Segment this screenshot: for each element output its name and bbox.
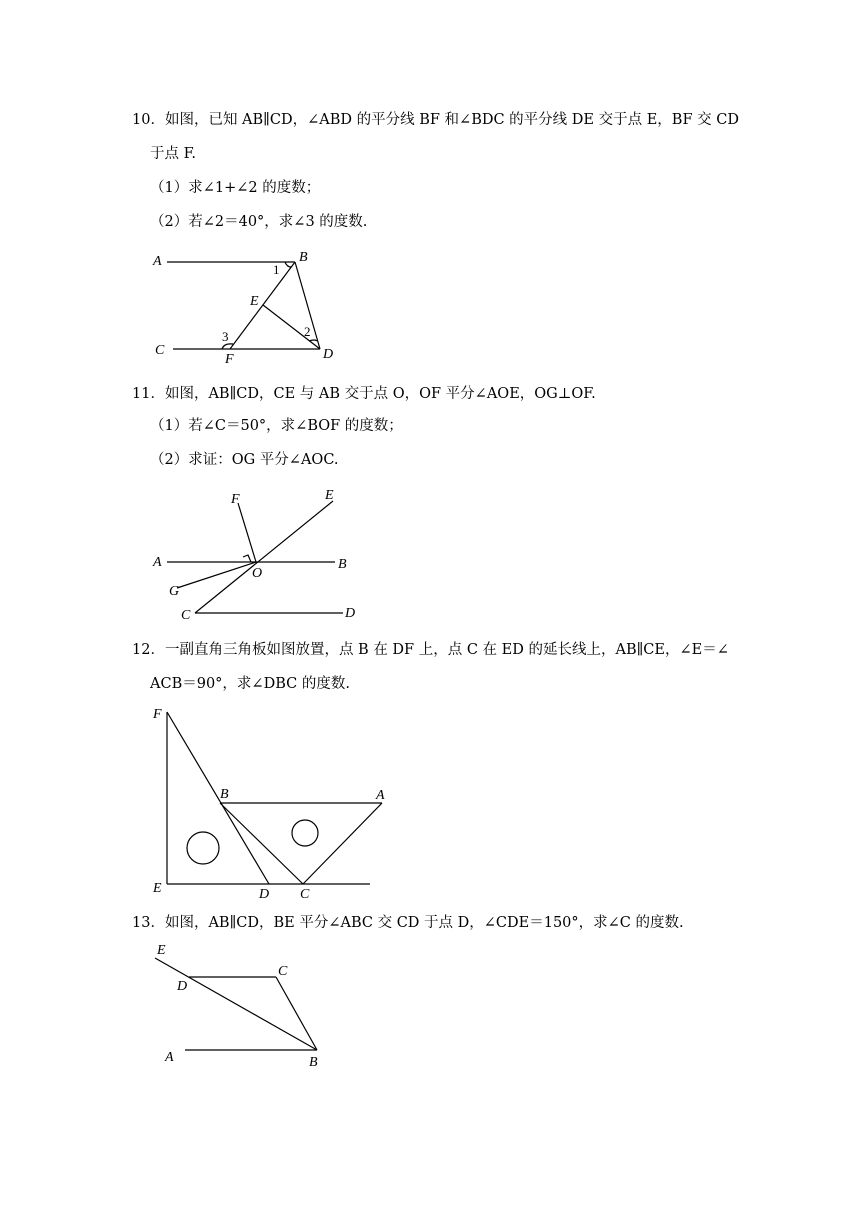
angle-1-arc — [285, 262, 291, 267]
label-o: O — [252, 566, 263, 581]
problem-10-line-1: 10．如图，已知 AB∥CD，∠ABD 的平分线 BF 和∠BDC 的平分线 DE 交于点 E，BF 交 CD — [132, 112, 739, 128]
segment-fd — [167, 712, 269, 884]
label-b: B — [309, 1055, 318, 1070]
line-ce — [195, 501, 333, 613]
label-b: B — [299, 250, 308, 265]
right-angle-mark — [243, 555, 251, 562]
problem-11-part-2: （2）求证：OG 平分∠AOC. — [150, 452, 339, 468]
problem-12-line-1: 12．一副直角三角板如图放置，点 B 在 DF 上，点 C 在 ED 的延长线上，AB∥CE，∠E＝∠ — [132, 642, 729, 658]
label-a: A — [153, 555, 162, 570]
segment-de — [263, 305, 320, 349]
label-f: F — [231, 492, 240, 507]
problem-13-figure — [145, 940, 345, 1075]
label-e: E — [325, 488, 334, 503]
problem-11-line-1: 11．如图，AB∥CD，CE 与 AB 交于点 O，OF 平分∠AOE，OG⊥OF. — [132, 386, 596, 402]
label-g: G — [169, 584, 180, 599]
segment-eb — [155, 958, 317, 1050]
label-b: B — [220, 787, 229, 802]
label-b: B — [338, 557, 347, 572]
label-e: E — [157, 943, 166, 958]
segment-bf — [230, 262, 295, 349]
label-d: D — [323, 347, 334, 362]
label-angle-2: 2 — [304, 324, 311, 339]
problem-12-line-2: ACB＝90°，求∠DBC 的度数. — [150, 676, 350, 692]
label-d: D — [345, 606, 356, 621]
label-a: A — [376, 788, 385, 803]
label-angle-1: 1 — [273, 262, 280, 277]
label-e: E — [153, 881, 162, 896]
label-c: C — [181, 608, 191, 623]
angle-2-arc — [309, 340, 317, 341]
segment-ac — [303, 803, 382, 884]
label-a: A — [153, 254, 162, 269]
problem-12-figure — [145, 700, 400, 900]
label-c: C — [300, 887, 310, 900]
label-f: F — [153, 707, 162, 722]
problem-11-figure — [145, 485, 370, 625]
label-e: E — [250, 294, 259, 309]
label-a: A — [165, 1050, 174, 1065]
label-c: C — [278, 964, 288, 979]
problem-13-line-1: 13．如图，AB∥CD，BE 平分∠ABC 交 CD 于点 D，∠CDE＝150°，求∠C 的度数. — [132, 915, 684, 931]
segment-cb — [276, 977, 317, 1050]
label-d: D — [259, 887, 270, 900]
problem-10-part-1: （1）求∠1+∠2 的度数； — [150, 180, 321, 196]
ray-of — [238, 503, 256, 562]
label-f: F — [225, 352, 234, 367]
problem-11-part-1: （1）若∠C＝50°，求∠BOF 的度数； — [150, 418, 403, 434]
ray-og — [177, 562, 256, 588]
problem-10-part-2: （2）若∠2＝40°，求∠3 的度数. — [150, 214, 368, 230]
problem-10-figure — [145, 245, 345, 370]
triangle-hole-left — [187, 832, 219, 864]
label-c: C — [155, 343, 165, 358]
label-angle-3: 3 — [222, 329, 229, 344]
triangle-hole-right — [292, 820, 318, 846]
label-d: D — [177, 979, 188, 994]
problem-10-line-2: 于点 F. — [150, 146, 197, 162]
